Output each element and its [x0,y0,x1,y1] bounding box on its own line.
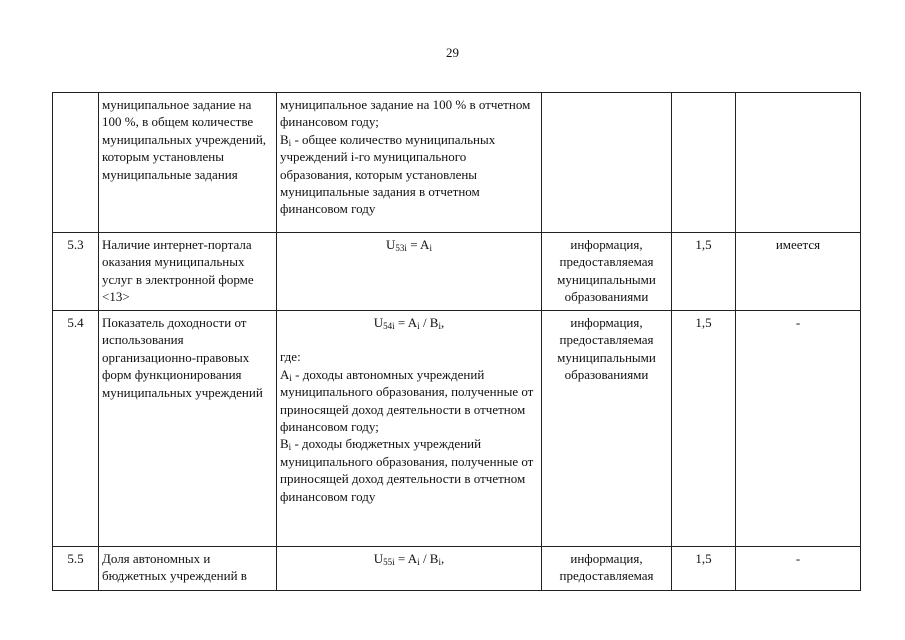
note: - [736,311,861,547]
note [736,93,861,233]
formula-where: где: [280,349,301,365]
indicator-name: муниципальное задание на 100 %, в общем количестве муниципальных учреждений, которым установлены муниципальные задания [99,93,277,233]
weight [672,93,736,233]
row-number: 5.3 [53,233,99,311]
formula: $U_{53i} = A_i$ [386,237,432,253]
indicator-name: Показатель доходности от использования организационно-правовых форм функционирования муниципальных учреждений [99,311,277,547]
table-row [53,233,861,311]
table-row [53,547,861,591]
weight: 1,5 [672,547,736,591]
weight: 1,5 [672,311,736,547]
note: - [736,547,861,591]
formula-continuation: муниципальное задание на 100 % в отчетном финансовом году; [280,97,531,130]
note: имеется [736,233,861,311]
formula-variable-a: $A_i$ - доходы автономных учреждений муниципального образования, полученные от приносящей доход деятельности в отчетном финансовом году; [280,366,534,435]
data-source: информация, предоставляемая [542,547,672,591]
data-source: информация, предоставляемая муниципальными образованиями [542,311,672,547]
data-source [542,93,672,233]
indicator-name: Наличие интернет-портала оказания муниципальных услуг в электронной форме <13> [99,233,277,311]
formula-description [277,93,542,233]
formula-description [277,547,542,591]
row-number [53,93,99,233]
data-source: информация, предоставляемая муниципальными образованиями [542,233,672,311]
formula-description [277,233,542,311]
formula: $U_{55i} = A_i / B_i$, [373,551,445,567]
table-row [53,311,861,547]
row-number: 5.4 [53,311,99,547]
table-row [53,93,861,233]
formula: $U_{54i} = A_i / B_i$, [373,315,445,331]
indicator-table [52,92,861,591]
indicator-name: Доля автономных и бюджетных учреждений в [99,547,277,591]
weight: 1,5 [672,233,736,311]
row-number: 5.5 [53,547,99,591]
page-number: 29 [446,45,459,60]
formula-variable-b: $B_i$ - доходы бюджетных учреждений муниципального образования, полученные от приносящей доход деятельности в отчетном финансовом году [280,436,534,504]
formula-variable-b: $B_i$ - общее количество муниципальных учреждений i-го муниципального образования, которым установлены муниципальные задания в отчетном финансовом году [280,131,496,217]
formula-description [277,311,542,547]
